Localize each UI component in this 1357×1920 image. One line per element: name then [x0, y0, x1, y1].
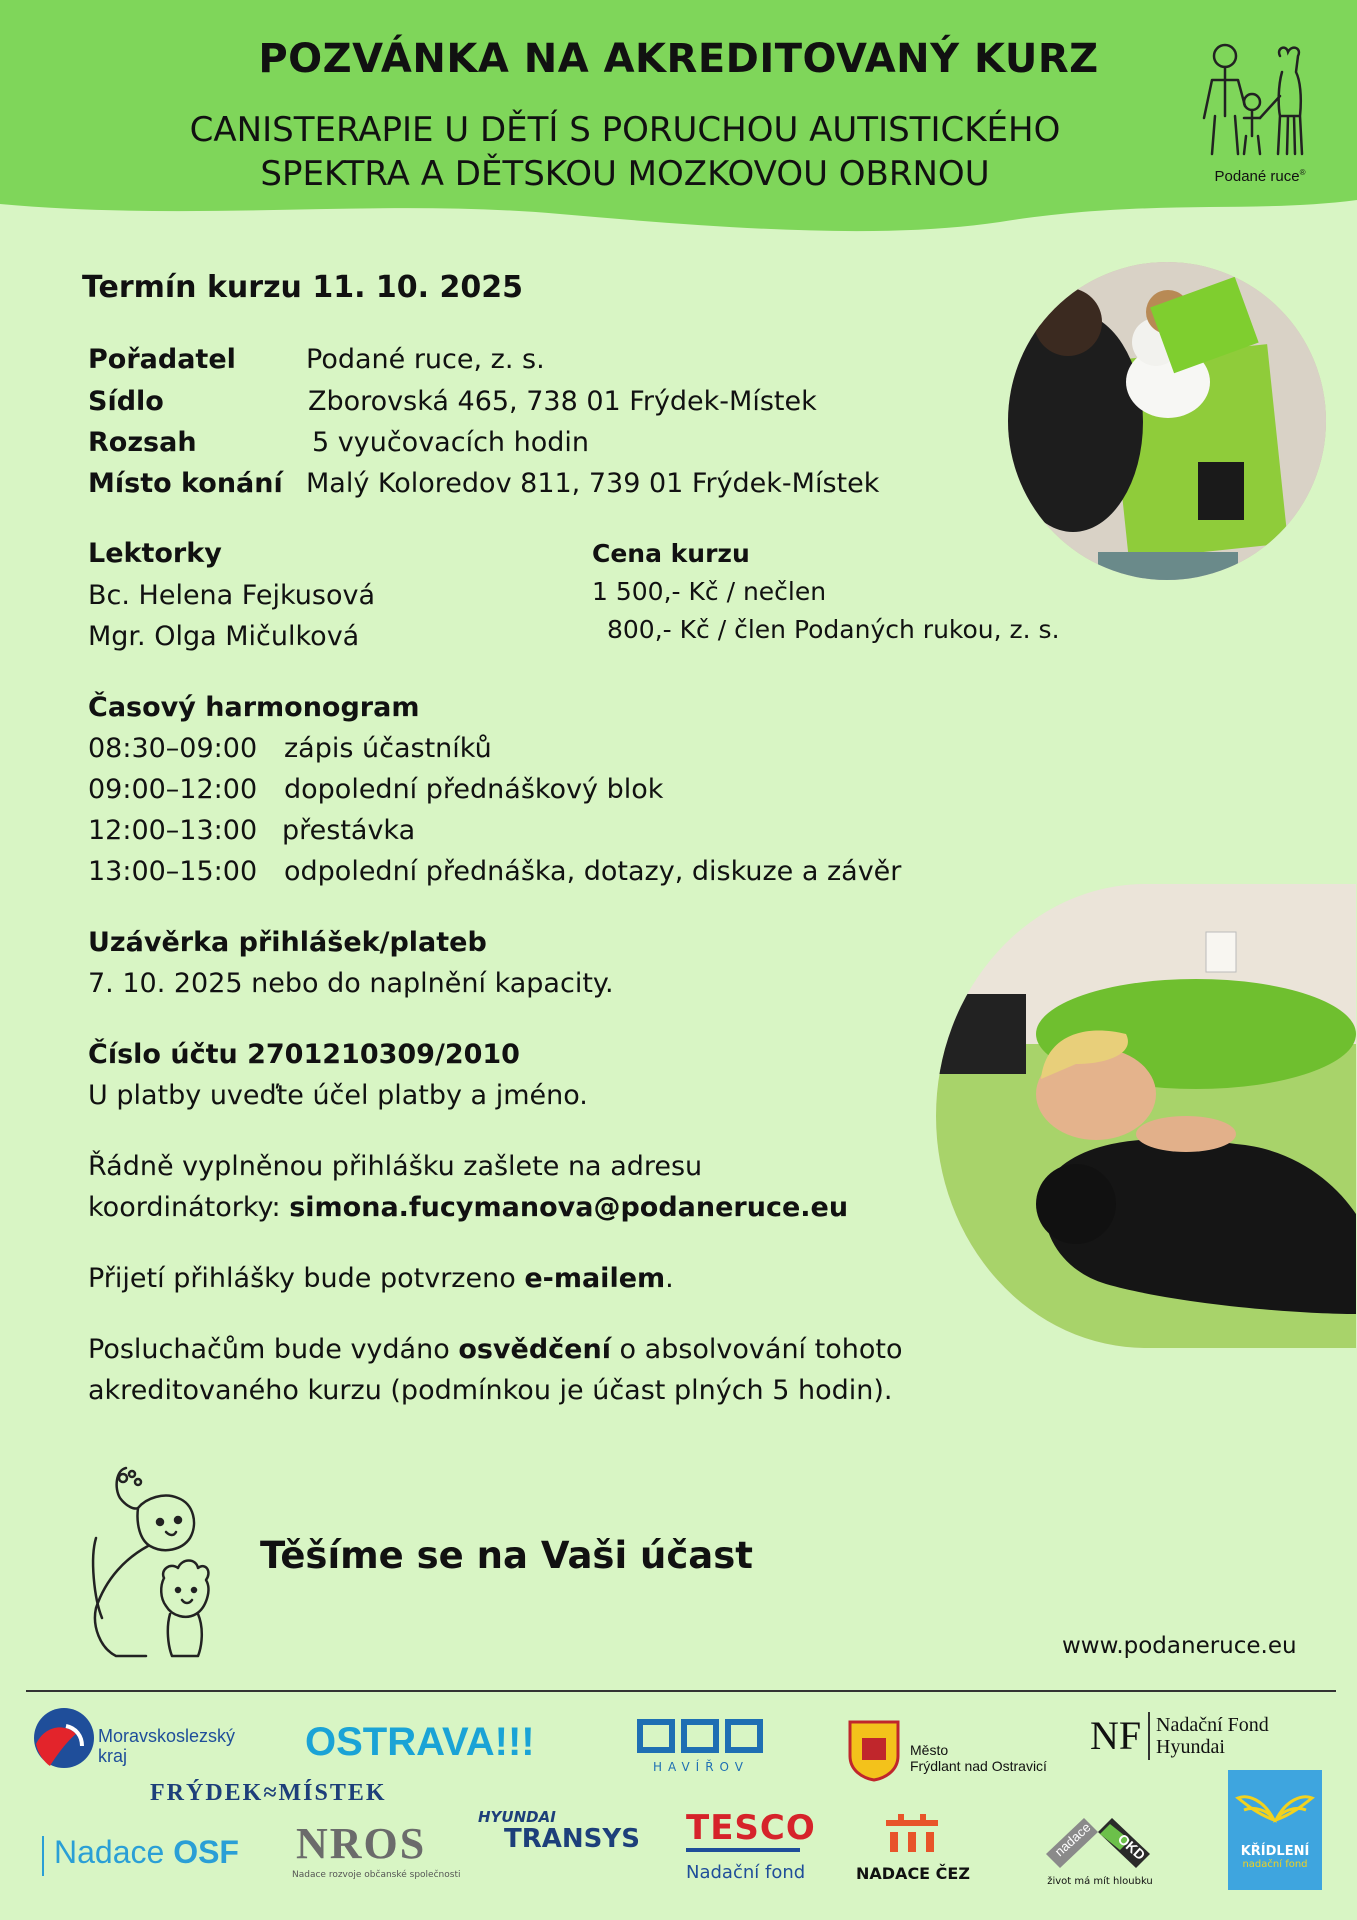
schedule-time: 13:00–15:00 [88, 856, 258, 887]
schedule-text: zápis účastníků [284, 733, 492, 764]
okd-mark-icon [1040, 1810, 1160, 1870]
schedule-text: přestávka [282, 815, 416, 846]
osf-line-2: OSF [173, 1834, 239, 1870]
confirmation-suffix: . [665, 1263, 674, 1294]
price-heading: Cena kurzu [592, 539, 750, 568]
info-label-organizer: Pořadatel [88, 344, 236, 375]
schedule-time: 12:00–13:00 [88, 815, 258, 846]
price-nonmember: 1 500,- Kč / nečlen [592, 577, 827, 606]
msk-logo [98, 1726, 235, 1766]
tesco-logo: TESCO [686, 1808, 816, 1848]
lecturer-name: Mgr. Olga Mičulková [88, 621, 360, 652]
deadline-text: 7. 10. 2025 nebo do naplnění kapacity. [88, 968, 614, 999]
application-prefix: koordinátorky: [88, 1192, 290, 1223]
coordinator-email-link[interactable]: simona.fucymanova@podaneruce.eu [289, 1192, 849, 1223]
info-value-venue: Malý Koloredov 811, 739 01 Frýdek-Místek [306, 468, 880, 499]
photo-canistherapy-2 [936, 884, 1356, 1348]
photo-child-dog-illustration [1008, 262, 1326, 580]
info-value-seat: Zborovská 465, 738 01 Frýdek-Místek [308, 386, 817, 417]
msk-line-1: Moravskoslezský [98, 1726, 236, 1746]
info-value-scope: 5 vyučovacích hodin [312, 427, 589, 458]
subtitle-line-1: CANISTERAPIE U DĚTÍ S PORUCHOU AUTISTICKÉHO [189, 110, 1061, 150]
info-value-organizer: Podané ruce, z. s. [306, 344, 545, 375]
transys-line-2: TRANSYS [504, 1824, 640, 1854]
ostrava-logo: OSTRAVA!!! [305, 1720, 535, 1764]
okd-text-1: nadace [1051, 1819, 1094, 1860]
course-date: Termín kurzu 11. 10. 2025 [82, 270, 524, 305]
deadline-heading: Uzávěrka přihlášek/plateb [88, 927, 487, 958]
schedule-heading: Časový harmonogram [88, 692, 420, 723]
certificate-text [88, 1330, 902, 1370]
lecturer-name: Bc. Helena Fejkusová [88, 580, 375, 611]
frydek-mistek-logo: FRÝDEK≈MÍSTEK [150, 1780, 387, 1806]
kridleni-wings-icon [1228, 1770, 1322, 1840]
account-heading: Číslo účtu 2701210309/2010 [88, 1039, 520, 1070]
schedule-text: odpolední přednáška, dotazy, diskuze a závěr [284, 856, 902, 887]
okd-text-2: OKD [1114, 1830, 1149, 1864]
kridleni-text-1: KŘÍDLENÍ [1240, 1844, 1310, 1859]
closing-text: Těšíme se na Vaši účast [260, 1534, 753, 1577]
okd-logo [1040, 1810, 1160, 1887]
msk-line-2: kraj [98, 1746, 128, 1766]
havirov-logo [636, 1716, 766, 1774]
price-member: 800,- Kč / člen Podaných rukou, z. s. [607, 615, 1060, 644]
certificate-prefix: Posluchačům bude vydáno [88, 1334, 459, 1365]
family-figures-icon [1190, 36, 1330, 166]
frydlant-line-2: Frýdlant nad Ostravicí [910, 1758, 1047, 1774]
tesco-stripe [686, 1848, 800, 1852]
osf-bar [42, 1836, 44, 1876]
nros-subtext: Nadace rozvoje občanské společnosti [292, 1870, 461, 1880]
kridleni-text-2: nadační fond [1242, 1859, 1308, 1870]
tesco-subtext: Nadační fond [686, 1862, 806, 1883]
podane-ruce-logo [1190, 36, 1330, 196]
frydlant-logo [910, 1742, 1047, 1774]
photo-woman-dog-illustration [936, 884, 1356, 1348]
confirmation-bold: e-mailem [524, 1263, 666, 1294]
havirov-mark-icon [636, 1716, 766, 1756]
cez-icon [884, 1814, 940, 1854]
website-link[interactable]: www.podaneruce.eu [1062, 1633, 1297, 1659]
nf-hyundai-logo [1156, 1714, 1269, 1758]
info-label-venue: Místo konání [88, 468, 283, 499]
certificate-suffix: o absolvování tohoto [610, 1334, 903, 1365]
certificate-bold: osvědčení [458, 1334, 611, 1365]
nros-logo: NROS [296, 1819, 427, 1868]
osf-line-1: Nadace [54, 1834, 174, 1870]
info-label-seat: Sídlo [88, 386, 164, 417]
havirov-text: HAVÍŘOV [653, 1760, 749, 1774]
schedule-time: 08:30–09:00 [88, 733, 258, 764]
nf-divider [1148, 1712, 1150, 1760]
schedule-time: 09:00–12:00 [88, 774, 258, 805]
footer-divider [26, 1690, 1336, 1692]
nf-line-1: Nadační Fond [1156, 1714, 1269, 1736]
confirmation-text [88, 1259, 674, 1299]
transys-line-1: HYUNDAI [478, 1808, 556, 1826]
photo-canistherapy-1 [1008, 262, 1326, 580]
certificate-line-2: akreditovaného kurzu (podmínkou je účast plných 5 hodin). [88, 1375, 893, 1406]
info-label-scope: Rozsah [88, 427, 197, 458]
logo-registered-mark: ® [1299, 168, 1306, 177]
logo-text: Podané ruce [1214, 168, 1300, 185]
kridleni-logo [1228, 1770, 1322, 1890]
application-text: Řádně vyplněnou přihlášku zašlete na adresu [88, 1151, 703, 1182]
nf-mark: NF [1090, 1713, 1142, 1758]
subtitle-line-2: SPEKTRA A DĚTSKOU MOZKOVOU OBRNOU [260, 154, 990, 194]
nf-line-2: Hyundai [1156, 1736, 1225, 1758]
osf-logo [54, 1834, 239, 1871]
page-title: POZVÁNKA NA AKREDITOVANÝ KURZ [258, 36, 1099, 82]
okd-subtext: život má mít hloubku [1047, 1876, 1153, 1887]
account-text: U platby uveďte účel platby a jméno. [88, 1080, 588, 1111]
confirmation-prefix: Přijetí přihlášky bude potvrzeno [88, 1263, 525, 1294]
schedule-text: dopolední přednáškový blok [284, 774, 664, 805]
cez-logo: NADACE ČEZ [856, 1864, 970, 1883]
frydlant-crest-icon [848, 1720, 900, 1782]
msk-logo-icon [26, 1704, 96, 1774]
frydlant-line-1: Město [910, 1742, 949, 1758]
dogs-drawing-icon [86, 1458, 236, 1663]
lecturers-heading: Lektorky [88, 538, 222, 569]
application-line-2 [88, 1188, 848, 1228]
